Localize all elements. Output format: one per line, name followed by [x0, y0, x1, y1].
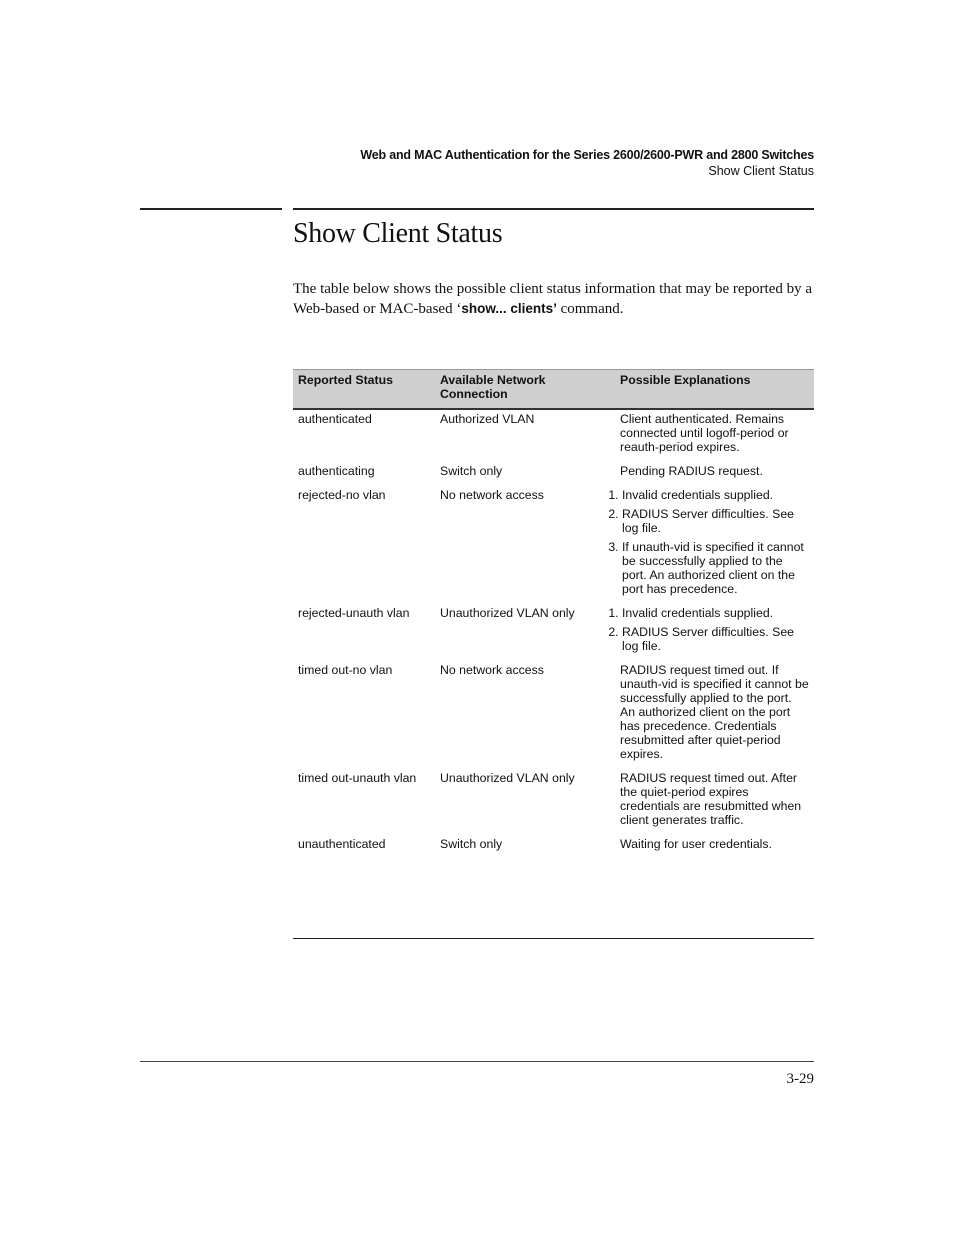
cell-status: rejected-no vlan [298, 488, 386, 502]
cell-connection: Unauthorized VLAN only [440, 771, 575, 785]
cell-connection: No network access [440, 663, 544, 677]
intro-command: show... clients’ [461, 301, 557, 316]
table-end-rule [293, 938, 814, 939]
table-row [293, 604, 814, 661]
explanation-item: 3. If unauth-vid is specified it cannot be successfully applied to the port. An authorized client on the port has precedence. [622, 540, 809, 596]
table-row [293, 486, 814, 604]
cell-status: unauthenticated [298, 837, 386, 851]
header-reported-status: Reported Status [293, 370, 435, 410]
cell-explanation [605, 604, 814, 661]
running-head-title: Web and MAC Authentication for the Series 2600/2600-PWR and 2800 Switches [360, 148, 814, 162]
cell-status: authenticated [298, 412, 372, 426]
cell-explanation: Pending RADIUS request. [620, 464, 763, 478]
cell-connection: Switch only [440, 837, 503, 851]
table-row [293, 661, 814, 769]
table-row [293, 835, 814, 859]
running-head [360, 148, 814, 180]
cell-connection: Switch only [440, 464, 503, 478]
cell-status: timed out-no vlan [298, 663, 393, 677]
cell-connection: Unauthorized VLAN only [440, 606, 575, 620]
intro-text-end: command. [556, 301, 624, 317]
cell-explanation: RADIUS request timed out. If unauth-vid is specified it cannot be successfully applied to the port. An authorized client on the port has precedence. Credentials resubmitted after quiet-period expires. [620, 663, 809, 761]
cell-explanation: Waiting for user credentials. [620, 837, 772, 851]
header-possible-explanations: Possible Explanations [605, 370, 814, 410]
cell-explanation: RADIUS request timed out. After the quiet-period expires credentials are resubmitted when client generates traffic. [620, 771, 802, 827]
explanation-item: 2. RADIUS Server difficulties. See log file. [622, 625, 809, 653]
cell-status: rejected-unauth vlan [298, 606, 410, 620]
table-header-row [293, 370, 814, 410]
section-rule-left [140, 208, 282, 210]
cell-connection: No network access [440, 488, 544, 502]
section-rule-right [293, 208, 814, 210]
footer-rule [140, 1061, 814, 1062]
cell-status: timed out-unauth vlan [298, 771, 417, 785]
intro-text: The table below shows the possible client status information that may be reported by a Web-based or MAC-based ‘ [293, 281, 813, 317]
table-row [293, 409, 814, 462]
explanation-item: 2. RADIUS Server difficulties. See log file. [622, 507, 809, 535]
cell-connection: Authorized VLAN [440, 412, 535, 426]
cell-status: authenticating [298, 464, 375, 478]
explanation-item: 1. Invalid credentials supplied. [622, 488, 809, 502]
header-available-connection: Available Network Connection [435, 370, 605, 410]
explanation-list [605, 488, 809, 596]
client-status-table [293, 369, 814, 859]
explanation-list [605, 606, 809, 653]
explanation-item: 1. Invalid credentials supplied. [622, 606, 809, 620]
table-row [293, 769, 814, 835]
cell-explanation [605, 486, 814, 604]
table-row [293, 462, 814, 486]
intro-paragraph [293, 280, 818, 319]
section-title: Show Client Status [293, 218, 503, 249]
cell-explanation: Client authenticated. Remains connected until logoff-period or reauth-period expires. [620, 412, 789, 454]
page-number: 3-29 [786, 1071, 814, 1087]
running-head-section: Show Client Status [708, 164, 814, 178]
